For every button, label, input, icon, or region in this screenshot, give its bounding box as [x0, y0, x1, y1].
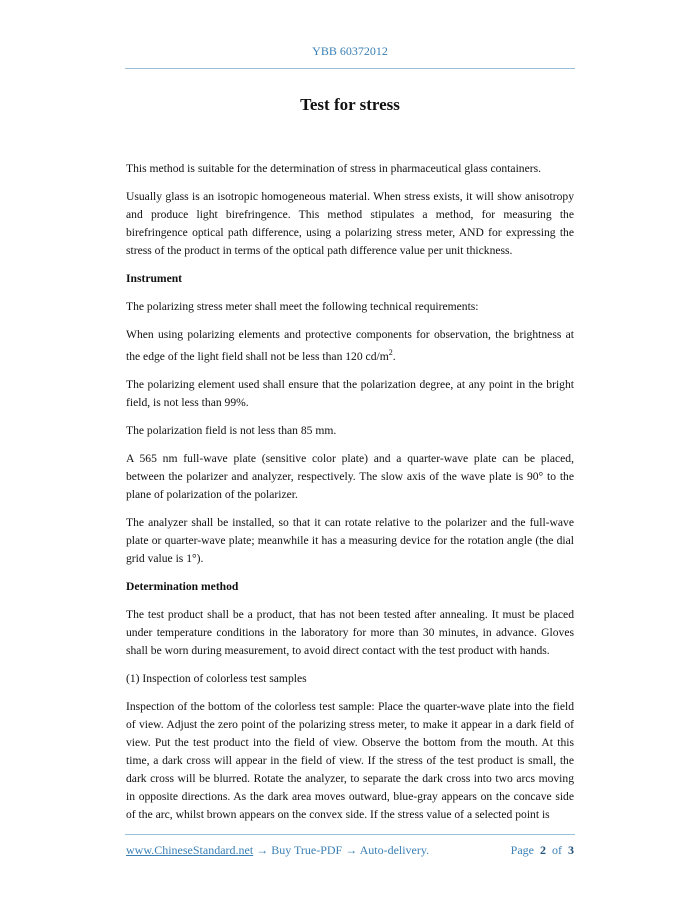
paragraph [126, 606, 574, 660]
section-heading [126, 578, 574, 596]
page-number [511, 843, 574, 858]
superscript: 2 [388, 348, 393, 357]
paragraph-text: Determination method [126, 579, 239, 593]
paragraph [126, 326, 574, 366]
paragraph [126, 160, 574, 178]
document-body [126, 160, 574, 834]
footer-promo [126, 843, 429, 858]
paragraph [126, 450, 574, 504]
paragraph [126, 188, 574, 260]
paragraph-text: (1) Inspection of colorless test samples [126, 671, 307, 685]
paragraph-text: A 565 nm full-wave plate (sensitive color plate) and a quarter-wave plate can be placed, between the polarizer and analyzer, respectively. The slow axis of the wave plate is 90° to the plane of polarization of the polarizer. [126, 451, 574, 501]
paragraph-text: The polarizing stress meter shall meet the following technical requirements: [126, 300, 479, 313]
page-title: Test for stress [300, 95, 400, 114]
header-divider [125, 68, 575, 69]
page-label: Page [510, 843, 534, 857]
paragraph [126, 698, 574, 824]
section-heading [126, 270, 574, 288]
paragraph [126, 422, 574, 440]
paragraph-text: The polarizing element used shall ensure that the polarization degree, at any point in the bright field, is not less than 99%. [126, 377, 574, 409]
paragraph [126, 298, 574, 316]
footer-divider [125, 834, 575, 835]
current-page: 2 [540, 843, 546, 857]
paragraph-text: Usually glass is an isotropic homogeneous material. When stress exists, it will show anisotropy and produce light birefringence. This method stipulates a method, for measuring the birefringence optical path difference, using a polarizing stress meter, AND for expressing the stress of the product in terms of the optical path difference value per unit thickness. [126, 190, 574, 257]
footer-promo-text: → Buy True-PDF → Auto-delivery. [253, 843, 430, 857]
total-pages: 3 [568, 843, 574, 857]
of-label: of [552, 843, 562, 857]
paragraph [126, 376, 574, 412]
paragraph-text: Inspection of the bottom of the colorless test sample: Place the quarter-wave plate into the field of view. Adjust the zero point of the polarizing stress meter, to make it appear in a dark field of view. Put the test product into the field of view. Observe the bottom from the mouth. At this time, a dark cross will appear in the field of view. If the stress of the test product is small, the dark cross will be blurred. Rotate the analyzer, to separate the dark cross into two arcs moving in opposite directions. As the dark area moves outward, blue-gray appears on the concave side of the arc, whilst brown appears on the convex side. If the stress value of a selected point is [126, 699, 574, 821]
paragraph-text: This method is suitable for the determination of stress in pharmaceutical glass containers. [126, 162, 542, 175]
paragraph-text: When using polarizing elements and protective components for observation, the brightness at the edge of the light field shall not be less than 120 cd/m [126, 328, 574, 363]
document-code-header: YBB 60372012 [312, 44, 388, 58]
paragraph-text: The test product shall be a product, that has not been tested after annealing. It must be placed under temperature conditions in the laboratory for more than 30 minutes, in advance. Gloves shall be worn during measurement, to avoid direct contact with the test product with hands. [126, 607, 574, 657]
paragraph-text: The analyzer shall be installed, so that it can rotate relative to the polarizer and the full-wave plate or quarter-wave plate; meanwhile it has a measuring device for the rotation angle (the dial grid value is 1°). [126, 515, 574, 565]
paragraph-text: The polarization field is not less than 85 mm. [126, 423, 337, 437]
website-link[interactable]: www.ChineseStandard.net [126, 843, 254, 857]
page-footer [126, 843, 574, 858]
paragraph [126, 514, 574, 568]
paragraph-tail: . [392, 349, 396, 363]
paragraph [126, 670, 574, 688]
paragraph-text: Instrument [126, 272, 183, 285]
